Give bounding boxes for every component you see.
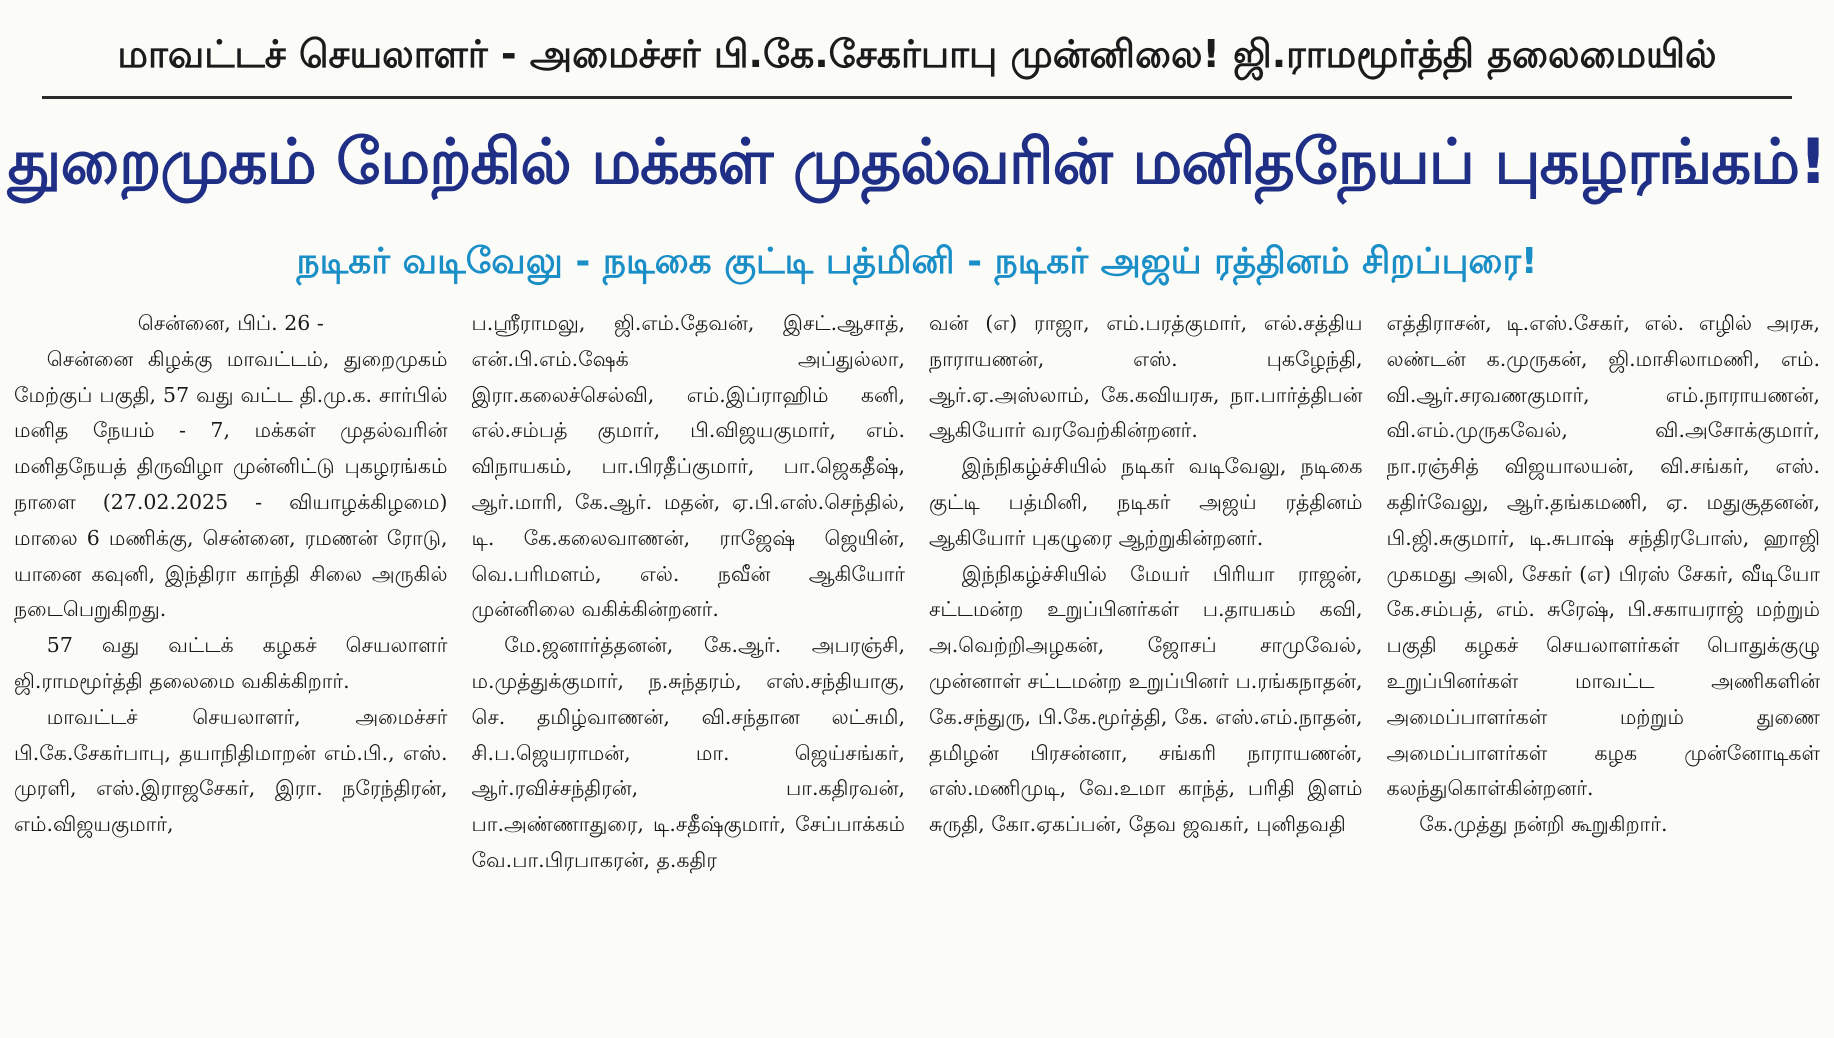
- article-column-4: [1387, 306, 1821, 1034]
- paragraph: கே.முத்து நன்றி கூறுகிறார்.: [1419, 812, 1668, 837]
- paragraph: இந்நிகழ்ச்சியில் நடிகர் வடிவேலு, நடிகை குட்டி பத்மினி, நடிகர் அஜய் ரத்தினம் ஆகியோர் புகழுரை ஆற்றுகின்றனர்.: [929, 454, 1363, 550]
- headline: துறைமுகம் மேற்கில் மக்கள் முதல்வரின் மனிதநேயப் புகழரங்கம்!: [7, 124, 1827, 198]
- paragraph: 57 வது வட்டக் கழகச் செயலாளர் ஜி.ராமமூர்த்தி தலைமை வகிக்கிறார்.: [14, 633, 448, 693]
- paragraph: எத்திராசன், டி.எஸ்.சேகர், எல். எழில் அரசு, லண்டன் க.முருகன், ஜி.மாசிலாமணி, எம். வி.ஆர்.சரவணகுமார், எம்.நாராயணன், வி.எம்.முருகவேல், வி.அசோக்குமார், நா.ரஞ்சித் விஜயாலயன், வி.சங்கர், எஸ். கதிர்வேலு, ஆர்.தங்கமணி, ஏ. மதுசூதனன், பி.ஜி.சுகுமார், டி.சுபாஷ் சந்திரபோஸ், ஹாஜி முகமது அலி, சேகர் (எ) பிரஸ் சேகர், வீடியோ கே.சம்பத், எம். சுரேஷ், பி.சகாயராஜ் மற்றும் பகுதி கழகச் செயலாளர்கள் பொதுக்குழு உறுப்பினர்கள் மாவட்ட அணிகளின் அமைப்பாளர்கள் மற்றும் துணை அமைப்பாளர்கள் கழக முன்னோடிகள் கலந்துகொள்கின்றனர்.: [1386, 311, 1820, 801]
- kicker-line: மாவட்டச் செயலாளர் - அமைச்சர் பி.கே.சேகர்பாபு முன்னிலை! ஜி.ராமமூர்த்தி தலைமையில்: [117, 32, 1717, 76]
- article-column-3: [929, 306, 1363, 1034]
- article-column-1: [14, 306, 448, 1034]
- subhead: நடிகர் வடிவேலு - நடிகை குட்டி பத்மினி - நடிகர் அஜய் ரத்தினம் சிறப்புரை!: [296, 241, 1538, 282]
- paragraph: சென்னை கிழக்கு மாவட்டம், துறைமுகம் மேற்குப் பகுதி, 57 வது வட்ட தி.மு.க. சார்பில் மனித நேயம் - 7, மக்கள் முதல்வரின் மனிதநேயத் திருவிழா முன்னிட்டு புகழரங்கம் நாளை (27.02.2025 - வியாழக்கிழமை) மாலை 6 மணிக்கு, சென்னை, ரமணன் ரோடு, யானை கவுனி, இந்திரா காந்தி சிலை அருகில் நடைபெறுகிறது.: [14, 346, 448, 622]
- header-rule: [42, 96, 1792, 99]
- paragraph: ப.ஸ்ரீராமலு, ஜி.எம்.தேவன், இசட்.ஆசாத், என்.பி.எம்.ஷேக் அப்துல்லா, இரா.கலைச்செல்வி, எம்.இப்ராஹிம் கனி, எல்.சம்பத் குமார், பி.விஜயகுமார், எம். விநாயகம், பா.பிரதீப்குமார், பா.ஜெகதீஷ், ஆர்.மாரி, கே.ஆர். மதன், ஏ.பி.எஸ்.செந்தில், டி. கே.கலைவாணன், ராஜேஷ் ஜெயின், வெ.பரிமளம், எல். நவீன் ஆகியோர் முன்னிலை வகிக்கின்றனர்.: [471, 311, 905, 622]
- article-body: [14, 306, 1820, 1034]
- article-column-2: [472, 306, 906, 1034]
- dateline: சென்னை, பிப். 26 -: [137, 311, 324, 335]
- paragraph: மாவட்டச் செயலாளர், அமைச்சர் பி.கே.சேகர்பாபு, தயாநிதிமாறன் எம்.பி., எஸ். முரளி, எஸ்.இராஜசேகர், இரா. நரேந்திரன், எம்.விஜயகுமார்,: [14, 704, 448, 837]
- paragraph: வன் (எ) ராஜா, எம்.பரத்குமார், எல்.சத்திய நாராயணன், எஸ். புகழேந்தி, ஆர்.ஏ.அஸ்லாம், கே.கவியரசு, நா.பார்த்திபன் ஆகியோர் வரவேற்கின்றனர்.: [929, 311, 1363, 443]
- paragraph: மே.ஜனார்த்தனன், கே.ஆர். அபரஞ்சி, ம.முத்துக்குமார், ந.சுந்தரம், எஸ்.சந்தியாகு, செ. தமிழ்வாணன், வி.சந்தான லட்சுமி, சி.ப.ஜெயராமன், மா. ஜெய்சங்கர், ஆர்.ரவிச்சந்திரன், பா.கதிரவன், பா.அண்ணாதுரை, டி.சதீஷ்குமார், சேப்பாக்கம் வே.பா.பிரபாகரன், த.கதிர: [471, 633, 905, 872]
- paragraph: இந்நிகழ்ச்சியில் மேயர் பிரியா ராஜன், சட்டமன்ற உறுப்பினர்கள் ப.தாயகம் கவி, அ.வெற்றிஅழகன், ஜோசப் சாமுவேல், முன்னாள் சட்டமன்ற உறுப்பினர் ப.ரங்கநாதன், கே.சந்துரு, பி.கே.மூர்த்தி, கே. எஸ்.எம்.நாதன், தமிழன் பிரசன்னா, சங்கரி நாராயணன், எஸ்.மணிமுடி, வே.உமா காந்த், பரிதி இளம் சுருதி, கோ.ஏகப்பன், தேவ ஜவகர், புனிதவதி: [929, 561, 1363, 837]
